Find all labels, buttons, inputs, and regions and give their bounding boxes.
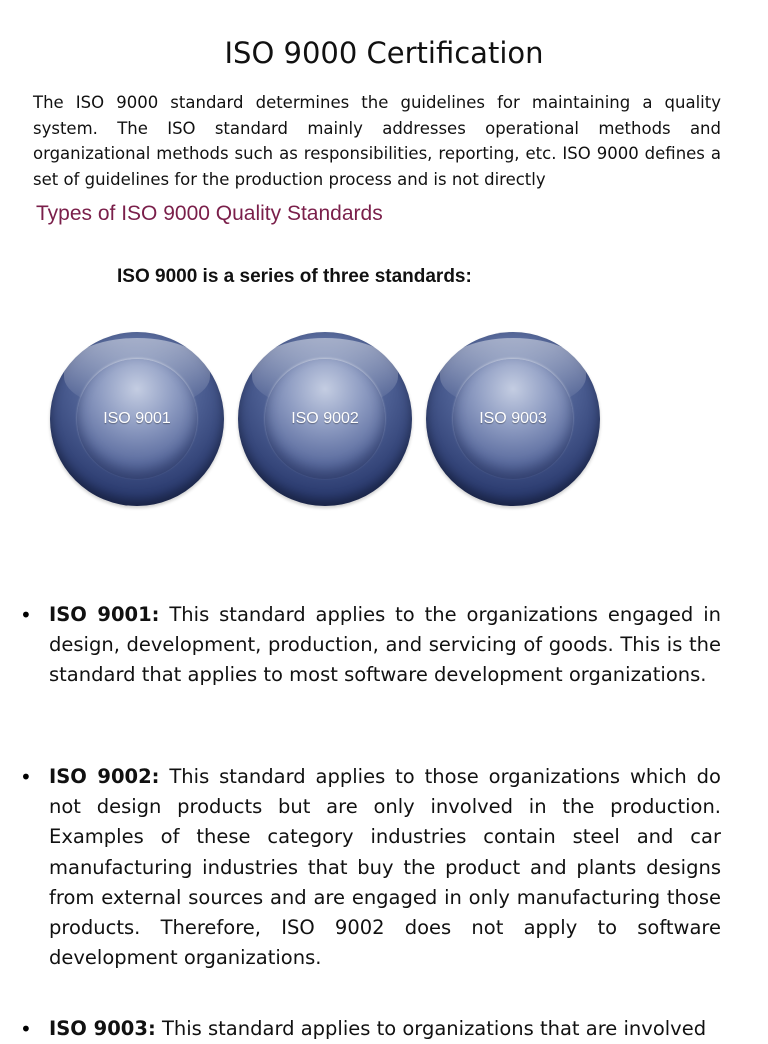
standard-label: ISO 9003 bbox=[479, 410, 547, 427]
standards-list bbox=[0, 600, 768, 1041]
list-item-body: This standard applies to organizations that are involved bbox=[161, 1017, 707, 1040]
standard-circle-inner bbox=[77, 359, 197, 479]
bullet-icon: • bbox=[20, 1017, 32, 1041]
list-item-text bbox=[49, 1014, 721, 1044]
standard-label: ISO 9001 bbox=[103, 410, 171, 427]
standard-circle-iso-9001 bbox=[50, 332, 224, 506]
list-item-body: This standard applies to those organizations which do not design products but are only involved in the production. Examples of these category industries contain steel and car manufacturing industries that buy the product and plants designs from external sources and are engaged in only manufacturing those products. Therefore, ISO 9002 does not apply to software development organizations. bbox=[49, 765, 721, 970]
standard-circle-inner bbox=[265, 359, 385, 479]
list-item-text bbox=[49, 762, 721, 973]
standards-diagram bbox=[50, 332, 610, 508]
standard-circle-iso-9002 bbox=[238, 332, 412, 506]
list-item-text bbox=[49, 600, 721, 691]
page-title: ISO 9000 Certification bbox=[224, 36, 544, 70]
intro-paragraph: The ISO 9000 standard determines the guidelines for maintaining a quality system. The ISO standard mainly addresses operational methods and organizational methods such as responsibilities, reporting, etc. ISO 9000 defines a set of guidelines for the production process and is not directly bbox=[33, 93, 721, 189]
bullet-icon: • bbox=[20, 603, 32, 627]
standard-label: ISO 9002 bbox=[291, 410, 359, 427]
standard-circle-iso-9003 bbox=[426, 332, 600, 506]
list-item-term: ISO 9001: bbox=[49, 603, 160, 626]
types-heading: Types of ISO 9000 Quality Standards bbox=[36, 202, 383, 225]
list-item-body: This standard applies to the organizations engaged in design, development, production, and servicing of goods. This is the standard that applies to most software development organizations. bbox=[49, 603, 721, 687]
list-item-term: ISO 9002: bbox=[49, 765, 160, 788]
list-item-term: ISO 9003: bbox=[49, 1017, 156, 1040]
standard-circle-inner bbox=[453, 359, 573, 479]
bullet-icon: • bbox=[20, 765, 32, 789]
series-heading: ISO 9000 is a series of three standards: bbox=[117, 266, 472, 287]
